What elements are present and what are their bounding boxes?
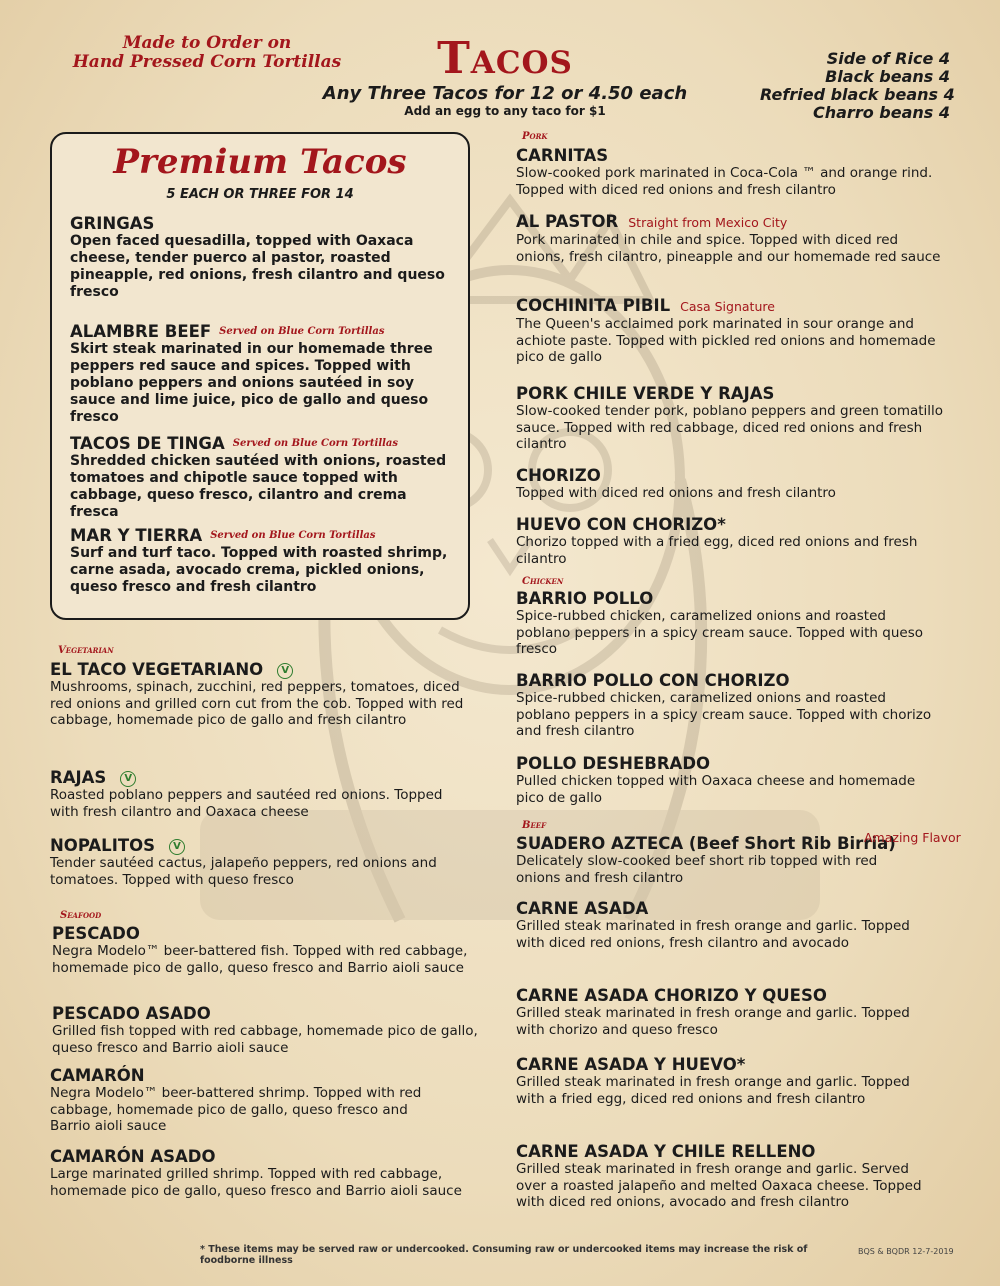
- item-note: Served on Blue Corn Tortillas: [219, 326, 385, 337]
- made-line-2: Hand Pressed Corn Tortillas: [72, 52, 342, 72]
- item-pescado: [52, 924, 477, 976]
- item-name: PESCADO ASADO: [52, 1004, 211, 1023]
- item-desc: Open faced quesadilla, topped with Oaxaca cheese, tender puerco al pastor, roasted pineapple, red onions, fresh cilantro and queso fresco: [70, 233, 445, 300]
- item-rajas: [50, 768, 450, 820]
- item-desc: Grilled steak marinated in fresh orange and garlic. Topped with diced red onions, fresh cilantro and avocado: [516, 918, 910, 951]
- item-name: CARNE ASADA CHORIZO Y QUESO: [516, 986, 827, 1005]
- item-name: BARRIO POLLO: [516, 589, 654, 608]
- category-vegetarian: Vegetarian: [58, 645, 114, 656]
- item-pescado-asado: [52, 1004, 482, 1056]
- item-name: CARNE ASADA Y HUEVO*: [516, 1055, 746, 1074]
- item-desc: Pulled chicken topped with Oaxaca cheese and homemade pico de gallo: [516, 773, 916, 806]
- item-name: ALAMBRE BEEF: [70, 322, 212, 341]
- premium-item-gringas: [70, 214, 455, 301]
- item-desc: Negra Modelo™ beer-battered fish. Topped with red cabbage, homemade pico de gallo, queso fresco and Barrio aioli sauce: [52, 943, 468, 976]
- item-name: SUADERO AZTECA (Beef Short Rib Birria): [516, 834, 896, 853]
- side-item: Refried black beans 4: [760, 85, 955, 104]
- item-desc: The Queen's acclaimed pork marinated in sour orange and achiote paste. Topped with pickled red onions and homemade pico de gallo: [516, 316, 936, 366]
- made-line-1: Made to Order on: [122, 33, 292, 53]
- item-carnitas: [516, 146, 946, 198]
- egg-addon: Add an egg to any taco for $1: [404, 104, 606, 118]
- item-desc: Delicately slow-cooked beef short rib topped with red onions and fresh cilantro: [516, 853, 878, 886]
- item-cochinita-pibil: [516, 296, 946, 366]
- item-name: RAJAS: [50, 768, 107, 787]
- item-desc: Spice-rubbed chicken, caramelized onions and roasted poblano peppers in a spicy cream sauce. Topped with chorizo and fresh cilantro: [516, 690, 932, 740]
- menu-version-code: BQS & BQDR 12-7-2019: [858, 1247, 954, 1256]
- item-el-taco-vegetariano: [50, 660, 480, 729]
- item-desc: Grilled fish topped with red cabbage, homemade pico de gallo, queso fresco and Barrio aioli sauce: [52, 1023, 478, 1056]
- item-desc: Pork marinated in chile and spice. Topped with diced red onions, fresh cilantro, pineapple and our homemade red sauce: [516, 232, 941, 265]
- item-desc: Grilled steak marinated in fresh orange and garlic. Topped with chorizo and queso fresco: [516, 1005, 910, 1038]
- item-desc: Negra Modelo™ beer-battered shrimp. Topped with red cabbage, homemade pico de gallo, queso fresco and Barrio aioli sauce: [50, 1085, 422, 1135]
- item-nopalitos: [50, 836, 450, 888]
- item-desc: Roasted poblano peppers and sautéed red onions. Topped with fresh cilantro and Oaxaca cheese: [50, 787, 443, 820]
- item-name: NOPALITOS: [50, 836, 156, 855]
- item-desc: Tender sautéed cactus, jalapeño peppers, red onions and tomatoes. Topped with queso fresco: [50, 855, 437, 888]
- item-chorizo: [516, 466, 946, 502]
- item-name: CARNE ASADA Y CHILE RELLENO: [516, 1142, 816, 1161]
- vegetarian-icon: V: [277, 663, 293, 679]
- item-desc: Slow-cooked pork marinated in Coca-Cola ™ and orange rind. Topped with diced red onions and fresh cilantro: [516, 165, 933, 198]
- premium-item-alambre: [70, 322, 455, 426]
- premium-title: Premium Tacos: [113, 142, 407, 182]
- page-title: Tacos: [437, 33, 573, 84]
- premium-price: 5 EACH OR THREE FOR 14: [166, 187, 354, 202]
- item-desc: Large marinated grilled shrimp. Topped with red cabbage, homemade pico de gallo, queso fresco and Barrio aioli sauce: [50, 1166, 462, 1199]
- sides-list: [760, 49, 955, 122]
- item-tag-amazing-flavor: Amazing Flavor: [864, 830, 961, 845]
- item-name: COCHINITA PIBIL: [516, 296, 671, 315]
- item-tag: Straight from Mexico City: [628, 215, 788, 230]
- item-al-pastor: [516, 212, 946, 265]
- side-item: Charro beans 4: [813, 103, 950, 122]
- item-barrio-pollo: [516, 589, 936, 658]
- category-pork: Pork: [522, 131, 548, 142]
- item-name: CARNE ASADA: [516, 899, 649, 918]
- three-taco-deal: Any Three Tacos for 12 or 4.50 each: [322, 83, 688, 104]
- item-name: AL PASTOR: [516, 212, 619, 231]
- item-name: EL TACO VEGETARIANO: [50, 660, 264, 679]
- item-name: CAMARÓN ASADO: [50, 1147, 216, 1166]
- item-name: PESCADO: [52, 924, 140, 943]
- item-camaron-asado: [50, 1147, 482, 1199]
- item-note: Served on Blue Corn Tortillas: [210, 530, 376, 541]
- item-pollo-deshebrado: [516, 754, 936, 806]
- item-name: TACOS DE TINGA: [70, 434, 225, 453]
- category-beef: Beef: [522, 820, 547, 831]
- side-item: Side of Rice 4: [826, 49, 950, 68]
- raw-food-disclaimer: * These items may be served raw or undercooked. Consuming raw or undercooked items may increase the risk of foodborne illness: [200, 1244, 808, 1266]
- item-suadero-azteca: [516, 834, 916, 886]
- item-desc: Shredded chicken sautéed with onions, roasted tomatoes and chipotle sauce topped with cabbage, queso fresco, cilantro and crema fresca: [70, 453, 447, 520]
- item-name: PORK CHILE VERDE Y RAJAS: [516, 384, 775, 403]
- item-desc: Slow-cooked tender pork, poblano peppers and green tomatillo sauce. Topped with red cabbage, diced red onions and fresh cilantro: [516, 403, 944, 453]
- item-desc: Surf and turf taco. Topped with roasted shrimp, carne asada, avocado crema, pickled onions, queso fresco and fresh cilantro: [70, 545, 448, 595]
- item-desc: Mushrooms, spinach, zucchini, red peppers, tomatoes, diced red onions and grilled corn cut from the cob. Topped with red cabbage, homemade pico de gallo and fresh cilantro: [50, 679, 464, 729]
- item-note: Served on Blue Corn Tortillas: [232, 438, 399, 449]
- side-item: Black beans 4: [825, 67, 950, 86]
- item-camaron: [50, 1066, 450, 1135]
- item-desc: Grilled steak marinated in fresh orange and garlic. Topped with a fried egg, diced red onions and fresh cilantro: [516, 1074, 910, 1107]
- vegetarian-icon: V: [169, 839, 185, 855]
- item-desc: Topped with diced red onions and fresh cilantro: [516, 485, 836, 501]
- item-barrio-pollo-con-chorizo: [516, 671, 936, 740]
- item-name: CAMARÓN: [50, 1066, 145, 1085]
- category-chicken: Chicken: [522, 576, 564, 587]
- item-carne-asada-y-huevo: [516, 1055, 936, 1107]
- item-name: CHORIZO: [516, 466, 601, 485]
- item-name: HUEVO CON CHORIZO*: [516, 515, 726, 534]
- category-seafood: Seafood: [60, 910, 102, 921]
- item-carne-asada-chile-relleno: [516, 1142, 936, 1211]
- item-huevo-con-chorizo: [516, 515, 936, 567]
- item-name: MAR Y TIERRA: [70, 526, 203, 545]
- item-desc: Grilled steak marinated in fresh orange and garlic. Served over a roasted jalapeño and melted Oaxaca cheese. Topped with diced red onions, avocado and fresh cilantro: [516, 1161, 922, 1211]
- item-name: POLLO DESHEBRADO: [516, 754, 711, 773]
- item-desc: Chorizo topped with a fried egg, diced red onions and fresh cilantro: [516, 534, 918, 567]
- item-desc: Skirt steak marinated in our homemade three peppers red sauce and spices. Topped with poblano peppers and onions sautéed in soy sauce and lime juice, pico de gallo and queso fresco: [70, 341, 433, 425]
- item-desc: Spice-rubbed chicken, caramelized onions and roasted poblano peppers in a spicy cream sauce. Topped with queso fresco: [516, 608, 923, 658]
- premium-item-mar-y-tierra: [70, 526, 455, 596]
- item-tag: Casa Signature: [680, 299, 775, 314]
- made-to-order-tagline: [52, 34, 362, 72]
- item-name: GRINGAS: [70, 214, 155, 233]
- item-name: BARRIO POLLO CON CHORIZO: [516, 671, 790, 690]
- item-carne-asada-chorizo-queso: [516, 986, 936, 1038]
- item-pork-chile-verde: [516, 384, 956, 453]
- vegetarian-icon: V: [120, 771, 136, 787]
- premium-item-tinga: [70, 434, 455, 521]
- item-carne-asada: [516, 899, 936, 951]
- item-name: CARNITAS: [516, 146, 609, 165]
